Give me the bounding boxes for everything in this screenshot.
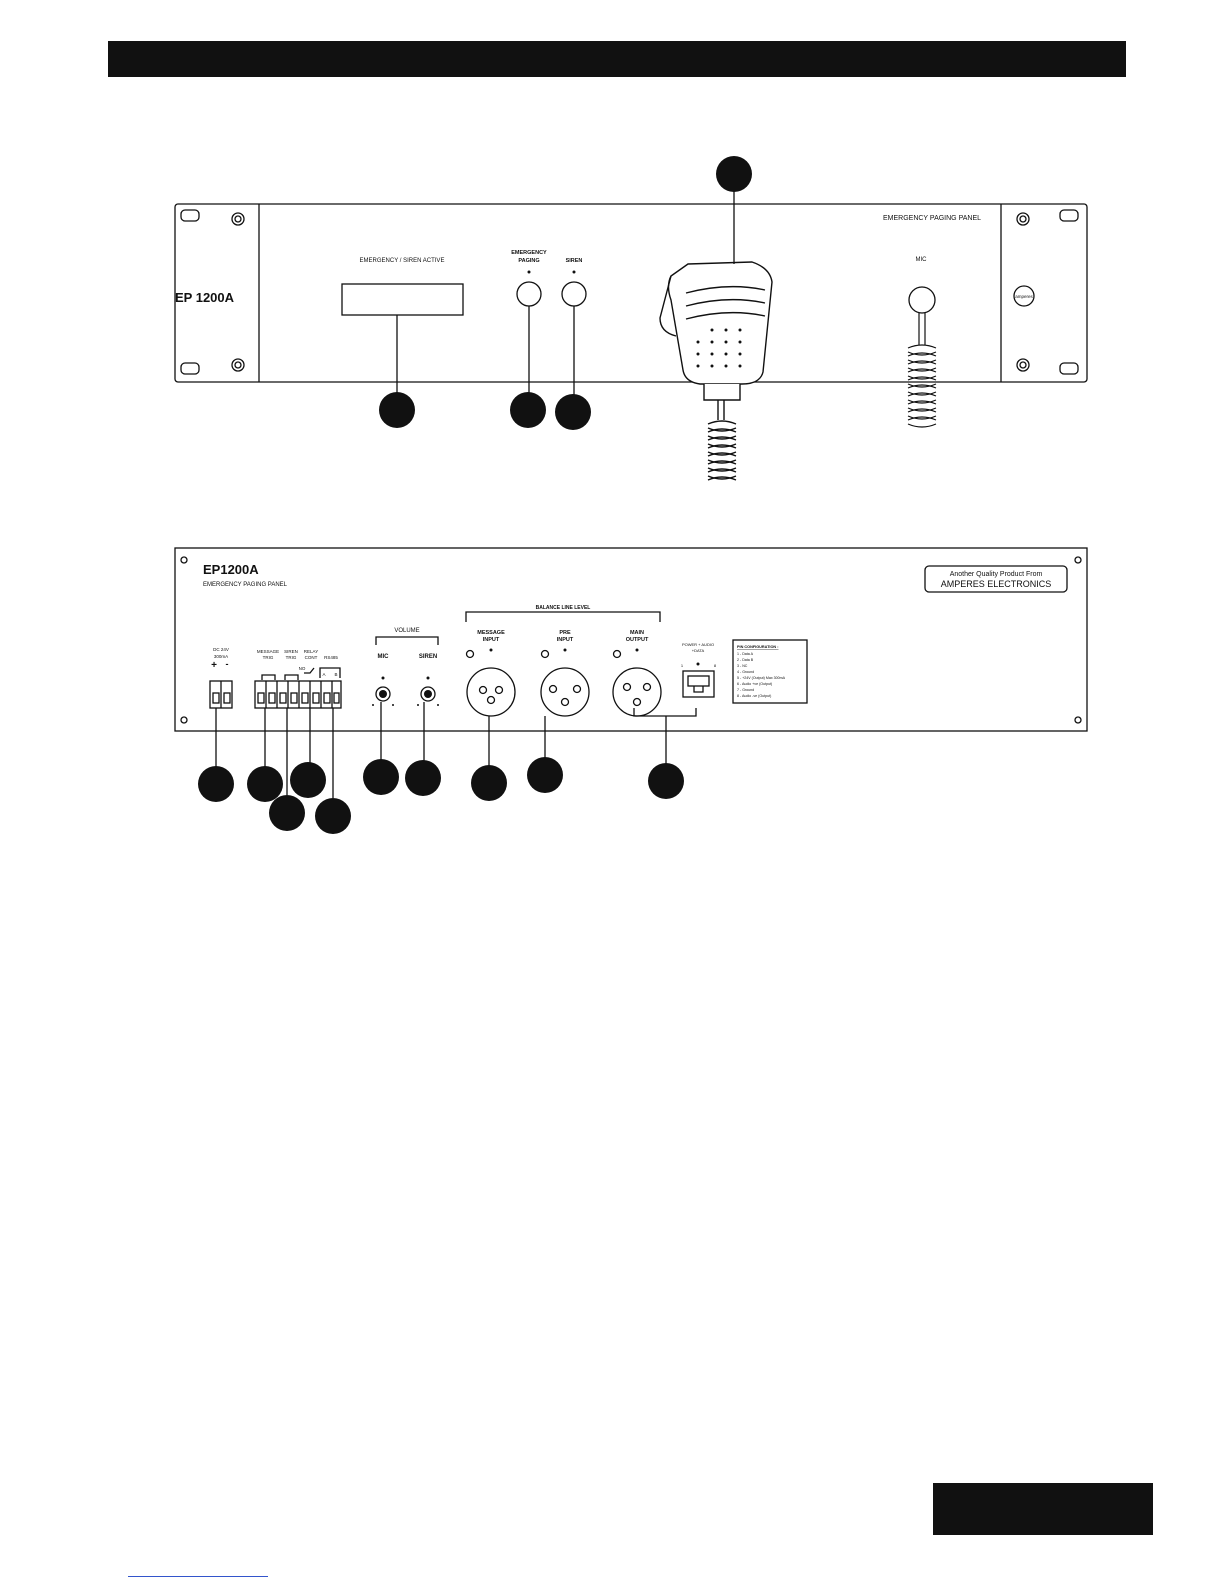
rack-slot	[1060, 363, 1078, 374]
siren-label: SIREN	[565, 258, 583, 264]
siren-trig-1: SIREN	[284, 649, 298, 654]
front-mic-label: MIC	[915, 257, 927, 263]
display-label: EMERGENCY / SIREN ACTIVE	[359, 258, 445, 264]
callout-marker	[269, 795, 305, 831]
rs485-label: RS485	[324, 655, 338, 660]
power-label-2: +DATA	[691, 648, 705, 653]
rear-subtitle: EMERGENCY PAGING PANEL	[203, 582, 288, 588]
pin-config-item: 1 - Data A	[737, 652, 753, 656]
pin-config-title: PIN CONFIGURATION :	[737, 645, 779, 649]
vol-siren-label: SIREN	[418, 654, 438, 660]
emergency-paging-button[interactable]	[517, 282, 541, 306]
footer-box	[933, 1483, 1153, 1535]
mic-cord	[908, 313, 936, 427]
pin-1-label: 1	[680, 663, 684, 668]
pin-8-label: 8	[713, 663, 717, 668]
footer-link-line	[128, 1576, 268, 1577]
front-panel-outline	[175, 204, 1087, 382]
handheld-microphone-icon	[660, 262, 772, 480]
dc-label-1: DC 24V	[213, 647, 229, 652]
pin-config-item: 8 - Audio -ve (Output)	[737, 694, 772, 698]
balance-label: BALANCE LINE LEVEL	[535, 605, 591, 611]
rs485-a: A	[322, 672, 326, 677]
pin-config-item: 4 - Ground	[737, 670, 755, 674]
dc-label-2: 300mA	[213, 654, 229, 659]
callout-marker	[510, 392, 546, 428]
siren-button[interactable]	[562, 282, 586, 306]
message-trig-2: TRIG	[262, 655, 274, 660]
dc-minus: -	[225, 659, 229, 669]
rs485-b: B	[334, 672, 338, 677]
pre-input-1: PRE	[559, 630, 571, 636]
front-model-label: EP 1200A	[175, 290, 235, 305]
emergency-label-1: EMERGENCY	[511, 250, 547, 256]
status-display	[342, 284, 463, 315]
callout-marker	[315, 798, 351, 834]
front-panel	[175, 204, 1087, 382]
callout-marker	[290, 762, 326, 798]
callout-marker	[527, 757, 563, 793]
message-trig-1: MESSAGE	[256, 649, 280, 654]
pin-config-item: 6 - Audio +ve (Output)	[737, 682, 773, 686]
main-output-xlr	[613, 668, 661, 716]
pin-config-item: 3 - NC	[737, 664, 748, 668]
callout-marker	[648, 763, 684, 799]
pin-config-item: 7 - Ground	[737, 688, 755, 692]
msg-input-2: INPUT	[482, 637, 500, 643]
msg-input-1: MESSAGE	[477, 630, 505, 636]
callout-marker	[716, 156, 752, 192]
rear-callouts	[198, 757, 684, 834]
main-output-2: OUTPUT	[625, 637, 649, 643]
callout-marker	[405, 760, 441, 796]
relay-2: CONT	[304, 655, 318, 660]
pin-config-item: 5 - +24V (Output) Max 300mA	[737, 676, 786, 680]
rack-slot	[181, 363, 199, 374]
panel-name-label: EMERGENCY PAGING PANEL	[882, 215, 982, 222]
relay-1: RELAY	[303, 649, 319, 654]
rack-slot	[181, 210, 199, 221]
siren-trig-2: TRIG	[285, 655, 297, 660]
main-output-1: MAIN	[629, 630, 645, 636]
pin-config-item: 2 - Data B	[737, 658, 754, 662]
power-label-1: POWER + AUDIO	[681, 642, 715, 647]
vol-mic-label: MIC	[377, 654, 389, 660]
brand-line-1: Another Quality Product From	[949, 571, 1043, 578]
callout-marker	[363, 759, 399, 795]
message-input-xlr	[467, 668, 515, 716]
logo-text: amperes	[1015, 294, 1033, 299]
brand-line-2: AMPERES ELECTRONICS	[940, 579, 1052, 589]
callout-marker	[379, 392, 415, 428]
dc-plus: +	[211, 660, 217, 671]
rear-callout-lines	[216, 702, 666, 798]
pre-input-2: INPUT	[556, 637, 574, 643]
rear-model-label: EP1200A	[203, 562, 259, 577]
callout-marker	[247, 766, 283, 802]
pre-input-xlr	[541, 668, 589, 716]
control-terminal-block	[255, 681, 341, 708]
callout-marker	[555, 394, 591, 430]
callout-marker	[198, 766, 234, 802]
relay-no: NO	[298, 666, 306, 671]
volume-label: VOLUME	[394, 628, 420, 634]
mic-socket	[909, 287, 935, 313]
callout-marker	[471, 765, 507, 801]
rack-slot	[1060, 210, 1078, 221]
emergency-label-2: PAGING	[518, 258, 540, 264]
